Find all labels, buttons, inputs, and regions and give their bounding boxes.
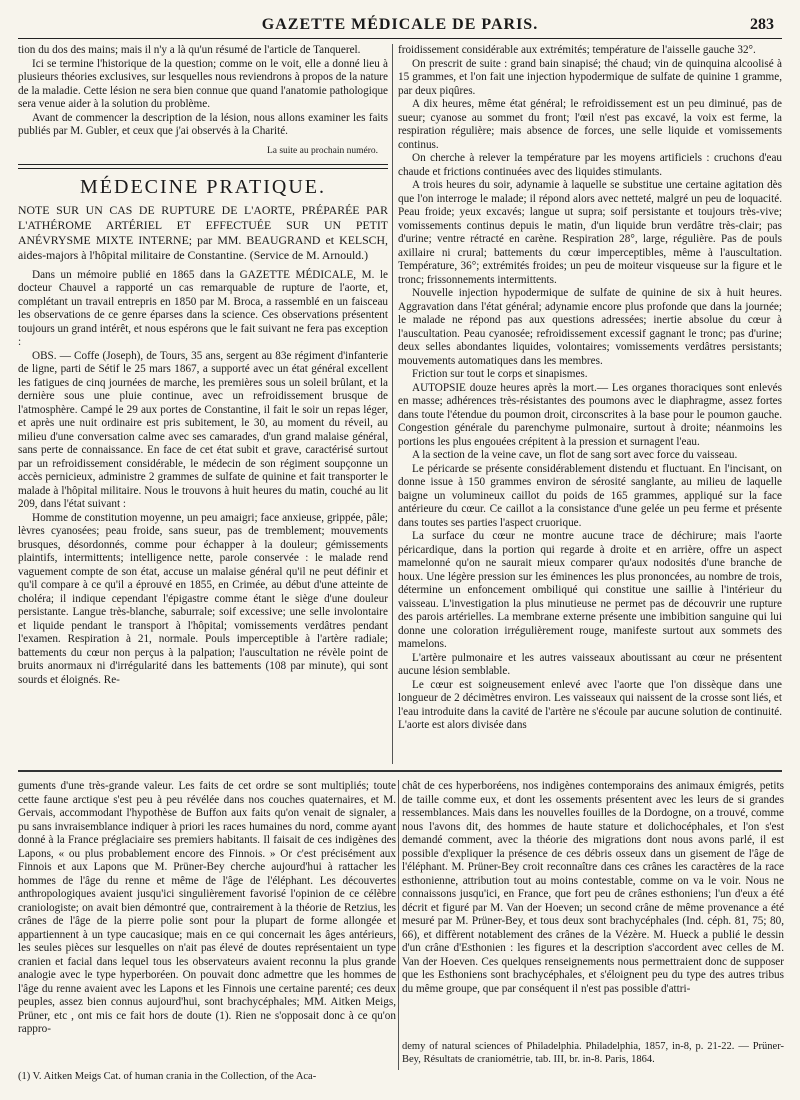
paragraph: froidissement considérable aux extrémités; température de l'aisselle gauche 32°.: [398, 44, 756, 56]
paragraph: OBS. — Coffe (Joseph), de Tours, 35 ans, sergent au 83e régiment d'infanterie de ligne, parti de Sétif le 25 mars 1867, a supporté avec un état général excellent les fatigues de cinq journées de marche, les premières sous un soleil brûlant, et la dernière sous une pluie continue, avec un refroidissement brusque de l'atmosphère. Campé le 29 aux portes de Constantine, il fait le soir un repas léger, et après une nuit ordinaire est pris subitement, le 30, au moment du réveil, au milieu d'une conversation calme avec ses camarades, d'un grand malaise général, sans perte de connaissance. En face de cet état subit et grave, caractérisé surtout par un refroidissement considérable, le médecin de son régiment soupçonne un accès pernicieux, administre 2 grammes de sulfate de quinine et fait transporter le malade à l'hôpital militaire. Nous le trouvons à huit heures du matin, couché au lit 209, dans l'état suivant :: [18, 349, 388, 510]
paragraph: Friction sur tout le corps et sinapismes.: [412, 368, 588, 380]
column-bottom-right: [402, 780, 784, 1035]
page-header: [18, 14, 782, 39]
footnote-text: demy of natural sciences of Philadelphia. Philadelphia, 1857, in-8, p. 21-22. — Prüner-Bey, Résultats de craniométrie, tab. III, br. in-8. Paris, 1864.: [402, 1041, 784, 1065]
paragraph: Ici se termine l'historique de la question; comme on le voit, elle a donné lieu à plusieurs théories exclusives, sur lesquelles nous reviendrons à propos de la nature de la maladie. Cette lésion ne sera bien connue que quand l'anatomie pathologique sera venue aider à la solution du problème.: [18, 57, 388, 110]
feuilleton-rule: [18, 770, 782, 772]
paragraph: A la section de la veine cave, un flot de sang sort avec force du vaisseau.: [412, 449, 738, 461]
paragraph: Avant de commencer la description de la lésion, nous allons examiner les faits publiés par M. Gubler, et ceux que j'ai observés à la Charité.: [18, 111, 388, 137]
paragraph: A trois heures du soir, adynamie à laquelle se substitue une certaine agitation dès que l'on interroge le malade; il répond alors avec netteté, malgré un peu de loquacité. Peau froide; yeux excavés; langue ut supra; soif persistante et toujours très-vive; vomissements continus depuis le matin, d'un liquide brun verdâtre très-clair; pas d'urine; ventre rétracté en carène. Respiration 28°, large, régulière. Pas de pouls axillaire ni crural; battements du cœur imperceptibles, même à l'auscultation. Température, 36°; extrémités froides; un peu de moiteur visqueuse sur la figure et le tronc; frissonnements intermittents.: [398, 179, 782, 286]
paragraph: tion du dos des mains; mais il n'y a là qu'un résumé de l'article de Tanquerel.: [18, 44, 361, 56]
column-top-right: [398, 44, 782, 764]
section-rule: [18, 164, 388, 169]
paragraph: A dix heures, même état général; le refroidissement est un peu diminué, pas de sueur; cyanose au sommet du front; l'œil n'est pas excavé, la voix est ferme, la respiration régulière; mais absence de forces, une selle liquide et vomissements continus.: [398, 98, 782, 151]
paragraph: Homme de constitution moyenne, un peu amaigri; face anxieuse, grippée, pâle; lèvres cyanosées; peau froide, sans sueur, pas de tremblement; mouvements brusques, désordonnés, comme pour échapper à la douleur; gémissements plaintifs, intermittents; intelligence nette, parole conservée : le malade rend vaguement compte de son état, accuse un malaise général qu'il ne peut définir et qu'il compare à ce qu'il a éprouvé en 1855, en Crimée, au début d'une atteinte de choléra; il indique cependant l'épigastre comme étant le siège d'une douleur persistante. Langue très-blanche, saburrale; soif excessive; une selle involontaire et liquide pendant le transport à l'hôpital; vomissements verdâtres pendant l'examen. Respiration à 21, normale. Pouls imperceptible à l'artère radiale; battements du cœur non perçus à la palpation; l'auscultation ne révèle point de bruits anormaux ni d'irrégularité dans les battements (108 par minute), qui sont sourds et éloignés. Re-: [18, 511, 388, 686]
paragraph: On cherche à relever la température par les moyens artificiels : cruchons d'eau chaude et frictions continuées avec des liquides stimulants.: [398, 152, 782, 178]
footnote-right: [402, 1040, 784, 1066]
paragraph: Nouvelle injection hypodermique de sulfate de quinine de six à huit heures. Aggravation dans l'état général; adynamie encore plus profonde que dans la journée; le malade ne répond pas aux questions adressées; inertie absolue du cœur à l'auscultation. Peau cyanosée; refroidissement excessif gagnant le tronc; pas d'urine; deux selles abondantes liquides, volontaires; vomissements verdâtres persistants; mouvements automatiques dans les membres.: [398, 287, 782, 367]
journal-title: GAZETTE MÉDICALE DE PARIS.: [261, 16, 539, 33]
footnote-left: [18, 1070, 396, 1083]
section-title: MÉDECINE PRATIQUE.: [80, 176, 326, 198]
column-bottom-left: [18, 780, 396, 1070]
paragraph: Dans un mémoire publié en 1865 dans la GAZETTE MÉDICALE, M. le docteur Chauvel a rapporté un cas remarquable de rupture de l'aorte, et, complétant un travail entrepris en 1850 par M. Broca, a rassemblé en un faisceau les observations de ce genre éparses dans la science. Ces observations présentent toujours un grand intérêt, et nous espérons que le fait suivant ne fera pas exception :: [18, 268, 388, 348]
paragraph: Le cœur est soigneusement enlevé avec l'aorte que l'on dissèque dans une longueur de 2 décimètres environ. Les vaisseaux qui naissent de la crosse sont liés, et l'eau introduite dans la cavité de l'artère ne s'écoule par aucune solution de continuité. L'aorte est alors divisée dans: [398, 678, 782, 731]
paragraph: La surface du cœur ne montre aucune trace de déchirure; mais l'aorte péricardique, dans la portion qui regarde à droite et en arrière, offre un aspect mamelonné qu'on ne saurait mieux comparer qu'aux nodosités d'une branche de houx. Une légère pression sur les éminences les plus prononcées, au nombre de trois, détermine un enfoncement ombiliqué qui constitue une saillie à l'intérieur du vaisseau. L'investigation la plus minutieuse ne permet pas de découvrir une rupture des parois artérielles. La membrane externe présente une imbibition sanguine qui lui donne une coloration irrégulièrement rouge, manifeste surtout aux sommets des mamelons.: [398, 530, 782, 650]
continued-note: La suite au prochain numéro.: [266, 145, 378, 156]
paragraph: L'artère pulmonaire et les autres vaisseaux aboutissant au cœur ne présentent aucune lésion semblable.: [398, 651, 782, 677]
article-heading: NOTE SUR UN CAS DE RUPTURE DE L'AORTE, PRÉPARÉE PAR L'ATHÉROME ARTÉRIEL ET EFFECTUÉE SUR UN PETIT ANÉVRYSME MIXTE INTERNE; par MM. BEAUGRAND et KELSCH, aides-majors à l'hôpital militaire de Constantine. (Service de M. Arnould.): [18, 202, 388, 262]
paragraph: AUTOPSIE douze heures après la mort.— Les organes thoraciques sont enlevés en masse; adhérences très-résistantes des poumons avec le diaphragme, assez fortes dans toute l'étendue du poumon droit, circonscrites à la base pour le poumon gauche. Congestion générale du parenchyme pulmonaire, surtout à droite; néanmoins les portions les plus engouées crépitent à la pression et surnagent l'eau.: [398, 381, 782, 448]
paragraph: chât de ces hyperboréens, nos indigènes contemporains des animaux émigrés, petits de taille comme eux, et dont les ossements présentent avec les leurs de si grandes ressemblances. Mais dans les nouvelles fouilles de la Dordogne, on a trouvé, comme nous l'avons dit, des hommes de haute stature et dolichocéphales, et l'on s'est demandé comment, avec la théorie des migrations dont nous avons parlé, il est possible d'expliquer la présence de ces débris osseux dans un gisement de l'âge de l'éléphant. M. Prüner-Bey croit reconnaître dans ces crânes les caractères de la race esthonienne, attribution tout au moins contestable, comme on va le voir. Nous ne connaissons jusqu'ici, en France, que fort peu de crânes esthoniens; l'un d'eux a été décrit et figuré par M. Van der Hoeven; un second crâne de même provenance a été mesuré par M. Prüner-Bey, et tous deux sont brachycéphales (Ind. céph. 81, 75; 80, 66), et diffèrent notablement des crânes de la Vézère. M. Hueck a publié le dessin d'un crâne d'Esthonien : les figures et la description s'accordent avec celles de M. Van der Hoeven. Ces quelques renseignements nous permettraient donc de supposer que les Esthoniens sont brachycéphales, et s'éloignent peu du type des autres tribus du même groupe, que par conséquent il n'est pas possible d'attri-: [402, 780, 784, 995]
footnote-text: (1) V. Aitken Meigs Cat. of human crania in the Collection, of the Aca-: [18, 1071, 317, 1082]
paragraph: On prescrit de suite : grand bain sinapisé; thé chaud; vin de quinquina alcoolisé à 15 grammes, et l'on fait une injection hypodermique de sulfate de quinine 1 gramme, par deux piqûres.: [398, 57, 782, 97]
column-top-left: [18, 44, 388, 764]
page-number: 283: [750, 16, 774, 33]
column-divider: [392, 44, 393, 764]
paragraph: guments d'une très-grande valeur. Les faits de cet ordre se sont multipliés; toute cette faune arctique s'est peu à peu révélée dans nos couches quaternaires, et M. Gervais, accommodant l'hypothèse de Buffon aux faits qu'on venait de signaler, a pu sans invraisemblance indiquer à priori les races humaines du nord, comme ayant donné à la France préglaciaire ses premiers habitants. Il faisait de ces indigènes des Lapons, « ou plus probablement encore des Finnois. » Or c'est précisément aux Finnois et aux Lapons que M. Prüner-Bey cherche aujourd'hui à rattacher les hommes de l'âge du renne et même de l'âge de l'éléphant. Les découvertes anthropologiques avaient jusqu'ici singulièrement favorisé l'opinion de ce célèbre craniologiste; on avait bien démontré que, contrairement à la théorie de Retzius, les crânes de l'âge de la pierre polie sont pour la plupart de forme allongée et appartiennent à un type caucasique; mais en ce qui concernait les âges antérieurs, les seules pièces sur lesquelles on n'ait pas élevé de doutes représentaient un type cranien et facial dans lequel tous les observateurs avaient reconnu la plus grande analogie avec le type hyperboréen. On pouvait donc admettre que les hommes de l'âge du renne avaient avec les Lapons et les Finnois une certaine parenté; ces deux peuples, assez bien connus aujourd'hui, sont brachycéphales; MM. Aitken Meigs, Prüner, etc , ont mis ce fait hors de doute (1). Rien ne s'opposait donc à ce qu'on rappro-: [18, 780, 396, 1035]
column-divider: [398, 780, 399, 1070]
paragraph: Le péricarde se présente considérablement distendu et fluctuant. En l'incisant, on donne issue à 150 grammes environ de sérosité sanglante, au milieu de laquelle baigne un volumineux caillot du poids de 165 grammes, appliqué sur la face antérieure du cœur. Ce caillot a la consistance d'une gelée un peu ferme et présente dans toutes ses parties l'aspect cruorique.: [398, 462, 782, 529]
